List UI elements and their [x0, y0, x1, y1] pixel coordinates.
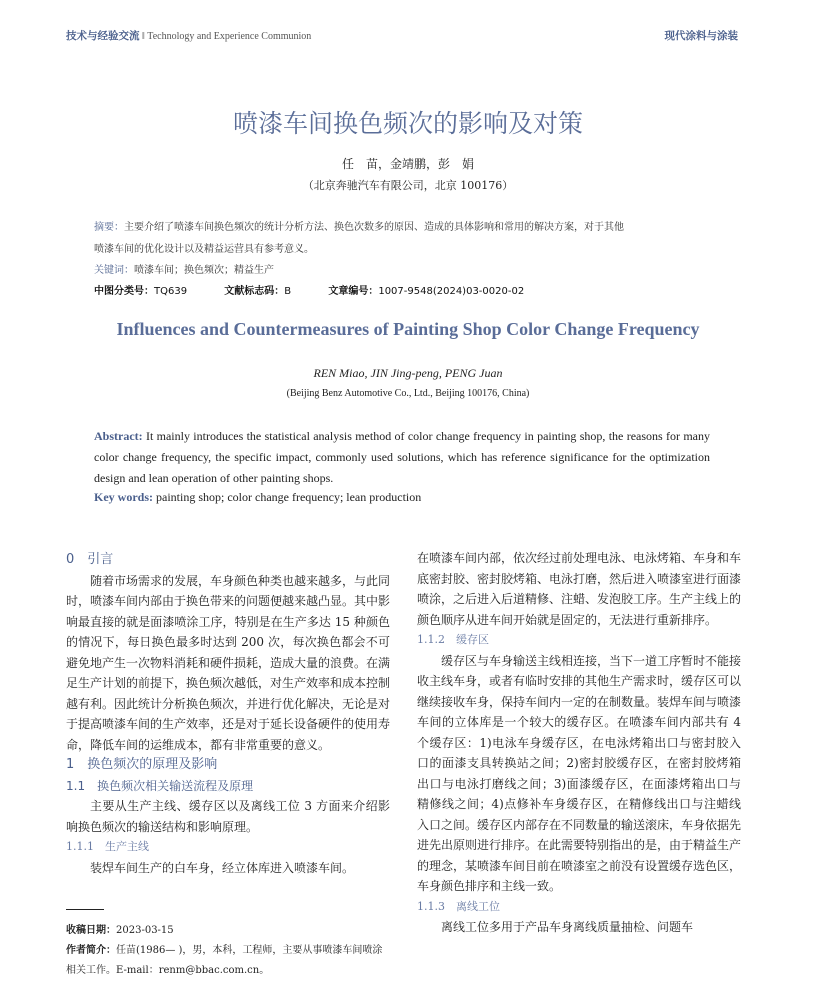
- footnote-author: 作者简介：任苗(1986— )，男，本科，工程师，主要从事喷漆车间喷涂相关工作。E-mail：renm@bbac.com.cn。: [66, 945, 383, 976]
- paragraph-1-1-2: 缓存区与车身输送主线相连接，当下一道工序暂时不能接收主线车身，或者有临时安排的其他生产需求时，缓存区可以继续接收车身，保持车间内一定的在制数量。装焊车间与喷漆车间的立体库是一个较大的缓存区。在喷漆车间内部共有 4 个缓存区：1)电泳车身缓存区，在电泳烤箱出口与密封胶入口的面漆支具转换站之间；2)密封胶缓存区，在密封胶烤箱出口与电泳打磨线之间；3)面漆缓存区，在面漆烤箱出口与精修线之间；4)点修补车身缓存区，在精修线出口与注蜡线入口之间。缓存区内部存在不同数量的输送滚床，车身依据先进先出原则进行排序。在此需要特别指出的是，由于精益生产的理念，某喷漆车间目前在喷漆室之前没有设置缓存选色区，车身颜色排序和主线一致。: [417, 653, 742, 893]
- footnote-rule: [66, 909, 104, 910]
- affiliation-chinese: （北京奔驰汽车有限公司，北京 100176）: [302, 179, 514, 192]
- section-heading-intro: 0 引言: [66, 552, 114, 567]
- abstract-label-cn: 摘要：: [94, 222, 124, 233]
- body-column-left: [66, 550, 390, 878]
- affiliation-english: (Beijing Benz Automotive Co., Ltd., Beijing 100176, China): [286, 388, 530, 399]
- running-header-left: 技术与经验交流 ‖ Technology and Experience Communion: [66, 30, 312, 42]
- paragraph-continued: 在喷漆车间内部，依次经过前处理电泳、电泳烤箱、车身和车底密封胶、密封胶烤箱、电泳打磨，然后进入喷漆室进行面漆喷涂，之后进入后道精修、注蜡、发泡胶工序。生产主线上的颜色顺序从进车间开始就是固定的，无法进行重新排序。: [417, 551, 742, 627]
- paragraph-1-1: 主要从生产主线、缓存区以及离线工位 3 方面来介绍影响换色频次的输送结构和影响原理。: [66, 799, 390, 834]
- authors-chinese: 任 苗，金靖鹏，彭 娟: [341, 157, 474, 171]
- title-english: Influences and Countermeasures of Painting Shop Color Change Frequency: [116, 319, 700, 339]
- abstract-english: Abstract: It mainly introduces the statistical analysis method of color change frequency in painting shop, the reasons for many color change frequency, the specific impact, commonly used solutions, which has reference significance for the optimization design and lean operation of other painting shops.: [94, 429, 710, 485]
- footnote-received: 收稿日期：2023-03-15: [66, 925, 174, 936]
- subsubsection-heading-1-1-1: 1.1.1 生产主线: [66, 840, 149, 853]
- section-heading-1: 1 换色频次的原理及影响: [66, 757, 218, 772]
- title-chinese: 喷漆车间换色频次的影响及对策: [232, 109, 583, 138]
- keywords-chinese: 关键词：喷漆车间；换色频次；精益生产: [94, 265, 274, 276]
- classification-row: 中图分类号：TQ639 文献标志码：B 文章编号：1007-9548(2024)03-0020-02: [94, 286, 525, 297]
- subsubsection-heading-1-1-2: 1.1.2 缓存区: [417, 633, 489, 646]
- abstract-chinese: 摘要：主要介绍了喷漆车间换色频次的统计分析方法、换色次数多的原因、造成的具体影响和常用的解决方案，对于其他 喷漆车间的优化设计以及精益运营具有参考意义。: [94, 222, 624, 255]
- paragraph-1-1-1: 装焊车间生产的白车身，经立体库进入喷漆车间。: [90, 860, 355, 875]
- running-header-right: 现代涂料与涂装: [664, 30, 738, 42]
- body-column-right: [417, 548, 741, 938]
- paragraph-1-1-3: 离线工位多用于产品车身离线质量抽检、问题车: [441, 920, 694, 934]
- keywords-english: Key words: painting shop; color change frequency; lean production: [94, 490, 422, 504]
- subsubsection-heading-1-1-3: 1.1.3 离线工位: [417, 899, 500, 913]
- authors-english: REN Miao, JIN Jing-peng, PENG Juan: [313, 366, 503, 380]
- subsection-heading-1-1: 1.1 换色频次相关输送流程及原理: [66, 778, 254, 793]
- paragraph-intro: 随着市场需求的发展，车身颜色种类也越来越多，与此同时，喷漆车间内部由于换色带来的问题便越来越凸显。其中影响最直接的就是面漆喷涂工序，特别是在生产多达 15 种颜色的情况下，每日换色最多时达到 200 次，每次换色都会不可避免地产生一次物料消耗和硬件损耗，造成大量的浪费。在满足生产计划的前提下，换色频次越低，对生产效率和成本控制越有利。因此统计分析换色频次，并进行优化解决，无论是对于提高喷漆车间的生产效率，还是对于延长设备硬件的使用寿命，降低车间的运维成本，都有非常重要的意义。: [66, 573, 391, 752]
